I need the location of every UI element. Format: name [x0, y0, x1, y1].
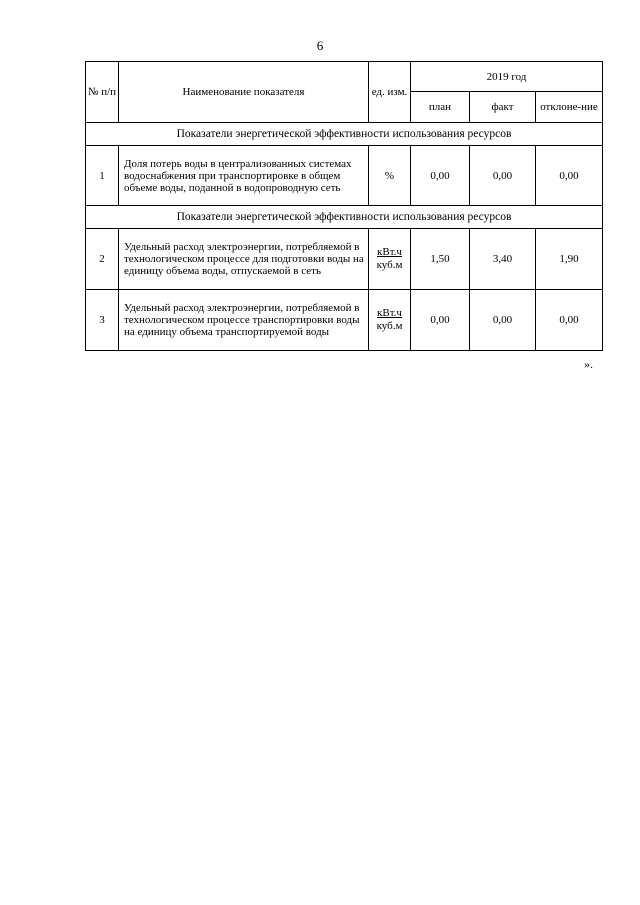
row-name: Удельный расход электроэнергии, потребляемой в технологическом процессе для подготовки воды на единицу объема воды, отпускаемой в сеть [119, 229, 369, 290]
section-row [86, 206, 603, 229]
row-num: 3 [86, 290, 119, 351]
header-unit: ед. изм. [369, 62, 411, 123]
header-plan: план [411, 92, 470, 123]
table-row [86, 290, 603, 351]
header-deviation: отклоне-ние [536, 92, 603, 123]
section-title: Показатели энергетической эффективности использования ресурсов [86, 123, 603, 146]
row-fact: 3,40 [470, 229, 536, 290]
section-row [86, 123, 603, 146]
row-unit [369, 290, 411, 351]
header-num: № п/п [86, 62, 119, 123]
row-fact: 0,00 [470, 146, 536, 206]
indicators-table [85, 61, 603, 351]
row-deviation: 1,90 [536, 229, 603, 290]
row-name: Доля потерь воды в централизованных системах водоснабжения при транспортировке в общем объеме воды, поданной в водопроводную сеть [119, 146, 369, 206]
header-fact: факт [470, 92, 536, 123]
row-num: 2 [86, 229, 119, 290]
unit-denominator: куб.м [376, 259, 403, 271]
row-deviation: 0,00 [536, 290, 603, 351]
row-num: 1 [86, 146, 119, 206]
section-title: Показатели энергетической эффективности использования ресурсов [86, 206, 603, 229]
row-plan: 1,50 [411, 229, 470, 290]
closing-quote: ». [584, 357, 593, 371]
row-unit: % [369, 146, 411, 206]
row-plan: 0,00 [411, 146, 470, 206]
row-fact: 0,00 [470, 290, 536, 351]
table-row [86, 146, 603, 206]
table-row [86, 229, 603, 290]
table-header-row [86, 62, 603, 92]
header-name: Наименование показателя [119, 62, 369, 123]
page-number: 6 [316, 38, 324, 53]
row-deviation: 0,00 [536, 146, 603, 206]
unit-denominator: куб.м [376, 320, 403, 332]
row-plan: 0,00 [411, 290, 470, 351]
header-year: 2019 год [411, 62, 603, 92]
row-unit [369, 229, 411, 290]
unit-numerator: кВт.ч [377, 246, 402, 258]
unit-numerator: кВт.ч [377, 307, 402, 319]
row-name: Удельный расход электроэнергии, потребляемой в технологическом процессе транспортировки воды на единицу объема транспортируемой воды [119, 290, 369, 351]
